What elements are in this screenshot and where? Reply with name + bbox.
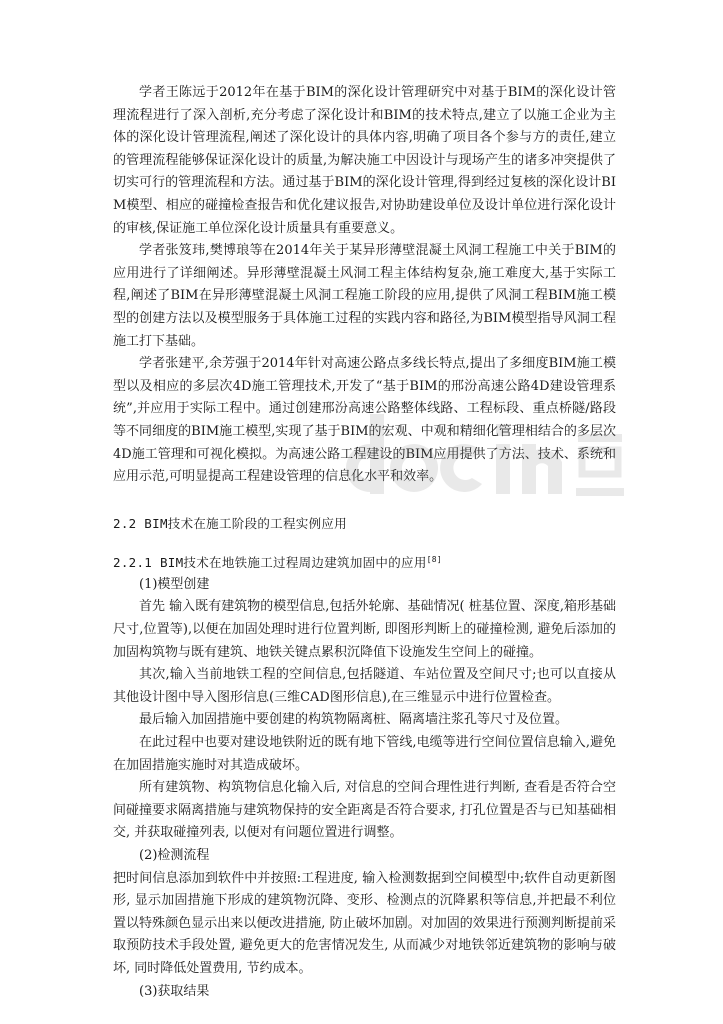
- section-heading-2-2-1: [113, 549, 616, 574]
- subheading-detection-process: (2)检测流程: [139, 847, 210, 863]
- subheading-model-creation: (1)模型创建: [139, 576, 210, 592]
- document-body: [113, 82, 616, 1003]
- spacer: [113, 535, 616, 549]
- paragraph-second: 其次,输入当前地铁工程的空间信息,包括隧道、车站位置及空间尺寸;也可以直接从其他设计图中导入图形信息(三维CAD图形信息),在三维显示中进行位置检查。: [113, 667, 616, 705]
- spacer: [113, 489, 616, 513]
- section-heading-2-2: 2.2 BIM技术在施工阶段的工程实例应用: [113, 515, 347, 531]
- subheading-get-results: (3)获取结果: [139, 983, 210, 999]
- paragraph-wang-chenyuan: 学者王陈远于2012年在基于BIM的深化设计管理研究中对基于BIM的深化设计管理流程进行了深入剖析,充分考虑了深化设计和BIM的技术特点,建立了以施工企业为主体的深化设计管理流程,阐述了深化设计的具体内容,明确了项目各个参与方的责任,建立的管理流程能够保证深化设计的质量,为解决施工中因设计与现场产生的诸多冲突提供了切实可行的管理流程和方法。通过基于BIM的深化设计管理,得到经过复核的深化设计BIM模型、相应的碰撞检查报告和优化建议报告,对协助建设单位及设计单位进行深化设计的审核,保证施工单位深化设计质量具有重要意义。: [113, 85, 616, 236]
- paragraph-first: 首先 输入既有建筑物的模型信息,包括外轮廓、基础情况( 桩基位置、深度,箱形基础尺寸,位置等),以便在加固处理时进行位置判断, 即图形判断上的碰撞检测, 避免后添加的加固构筑物与既有建筑、地铁关键点累积沉降值下设施发生空间上的碰撞。: [113, 599, 616, 660]
- paragraph-finally: 最后输入加固措施中要创建的构筑物隔离桩、隔离墙注浆孔等尺寸及位置。: [139, 712, 569, 728]
- paragraph-pipelines: 在此过程中也要对建设地铁附近的既有地下管线,电缆等进行空间位置信息输入,避免在加固措施实施时对其造成破坏。: [113, 735, 616, 773]
- reference-marker: [8]: [426, 554, 442, 564]
- paragraph-collision-check: 所有建筑物、构筑物信息化输入后, 对信息的空间合理性进行判断, 查看是否符合空间碰撞要求隔离措施与建筑物保持的安全距离是否符合要求, 打孔位置是否与已知基础相交, 并获取碰撞列表, 以便对有问题位置进行调整。: [113, 780, 616, 841]
- paragraph-zhang-jianping: 学者张建平,余芳强于2014年针对高速公路点多线长特点,提出了多细度BIM施工模型以及相应的多层次4D施工管理技术,开发了“基于BIM的邢汾高速公路4D建设管理系统”,并应用于实际工程中。通过创建邢汾高速公路整体线路、工程标段、重点桥隧/路段等不同细度的BIM施工模型,实现了基于BIM的宏观、中观和精细化管理相结合的多层次4D施工管理和可视化模拟。为高速公路工程建设的BIM应用提供了方法、技术、系统和应用示范,可明显提高工程建设管理的信息化水平和效率。: [113, 356, 616, 485]
- section-heading-2-2-1-text: 2.2.1 BIM技术在地铁施工过程周边建筑加固中的应用: [113, 554, 427, 570]
- paragraph-zhang-jiwei: 学者张笈玮,樊博琅等在2014年关于某异形薄壁混凝土风洞工程施工中关于BIM的应用进行了详细阐述。异形薄壁混凝土风洞工程主体结构复杂,施工难度大,基于实际工程,阐述了BIM在异形薄壁混凝土风洞工程施工阶段的应用,提供了风洞工程BIM施工模型的创建方法以及模型服务于具体施工过程的实践内容和路径,为BIM模型指导风洞工程施工打下基础。: [113, 243, 616, 349]
- paragraph-detection: 把时间信息添加到软件中并按照:工程进度, 输入检测数据到空间模型中;软件自动更新图形, 显示加固措施下形成的建筑物沉降、变形、检测点的沉降累积等信息,并把最不利位置以特殊颜色显示出来以便改进措施, 防止破坏加剧。对加固的效果进行预测判断提前采取预防技术手段处置, 避免更大的危害情况发生, 从而减少对地铁邻近建筑物的影响与破坏, 同时降低处置费用, 节约成本。: [113, 870, 616, 976]
